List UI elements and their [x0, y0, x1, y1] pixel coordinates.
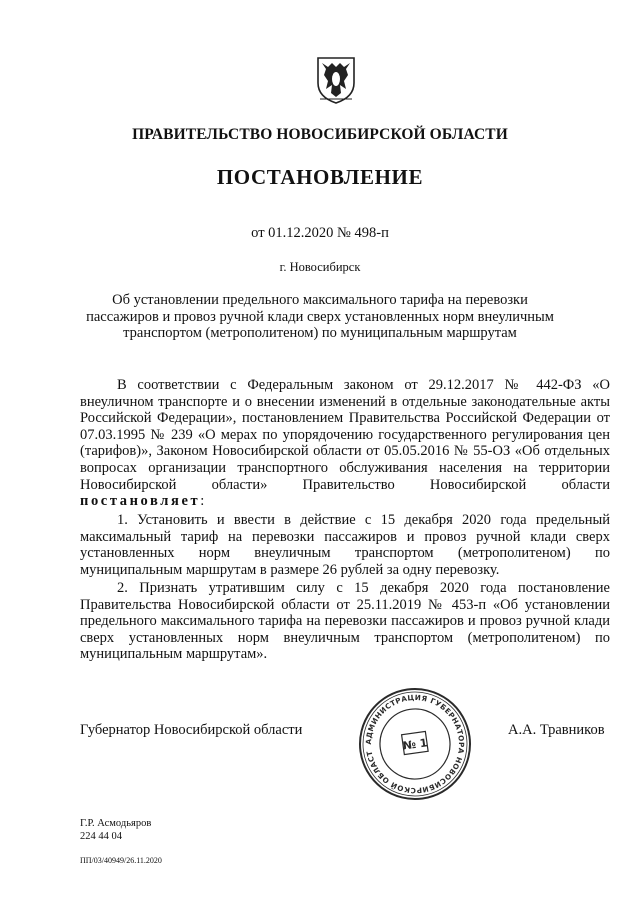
executor-phone: 224 44 04	[80, 831, 122, 842]
item-2-text: 2. Признать утратившим силу с 15 декабря 2020 года постановление Правительства Новосибирской области от 25.11.2019 № 453-п «Об установлении предельного максимального тарифа на перевозки пассажиров и провоз ручной клади сверх установленных норм внеуличным транспортом (метрополитеном) по муниципальным маршрутам».	[80, 580, 610, 663]
decree-word: постановляет	[80, 493, 201, 510]
seal-number: № 1	[401, 736, 429, 753]
executor-name: Г.Р. Асмодьяров	[80, 818, 152, 829]
item-1-text: 1. Установить и ввести в действие с 15 декабря 2020 года предельный максимальный тариф на перевозки пассажиров и провоз ручной клади сверх установленных норм внеуличным транспортом (метрополитеном) по муниципальным маршрутам в размере 26 рублей за одну перевозку.	[80, 512, 610, 578]
signatory-name: А.А. Травников	[508, 722, 605, 738]
document-type: ПОСТАНОВЛЕНИЕ	[216, 165, 424, 189]
signatory-position: Губернатор Новосибирской области	[80, 722, 303, 738]
decree-colon: :	[200, 493, 205, 510]
document-code: ПП/03/40949/26.11.2020	[80, 856, 162, 865]
preamble-text: В соответствии с Федеральным законом от 29.12.2017 № 442-ФЗ «О внеуличном транспорте и о внесении изменений в отдельные законодательные акты Российской Федерации», постановлением Правительства Российской Федерации от 07.03.1995 № 239 «О мерах по упорядочению государственного регулирования цен (тарифов)», Законом Новосибирской области от 05.05.2016 № 55-ОЗ «Об отдельных вопросах организации транспортного обслуживания населения на территории Новосибирской области» Правительство Новосибирской области	[80, 377, 610, 493]
coat-of-arms-icon	[314, 55, 358, 105]
item-2-paragraph	[80, 580, 610, 663]
official-seal-stamp	[357, 686, 473, 802]
item-1-paragraph	[80, 512, 610, 578]
preamble-paragraph	[80, 377, 610, 510]
document-subject: Об установлении предельного максимального тарифа на перевозки пассажиров и провоз ручной клади сверх установленных норм внеуличным транспортом (метрополитеном) по муниципальным маршрутам	[86, 292, 554, 341]
document-date-number: от 01.12.2020 № 498-п	[251, 225, 389, 241]
government-title: ПРАВИТЕЛЬСТВО НОВОСИБИРСКОЙ ОБЛАСТИ	[132, 126, 508, 143]
seal-ring-text: АДМИНИСТРАЦИЯ ГУБЕРНАТОРА НОВОСИБИРСКОЙ ОБЛАСТИ	[363, 692, 467, 796]
document-city: г. Новосибирск	[279, 260, 361, 274]
